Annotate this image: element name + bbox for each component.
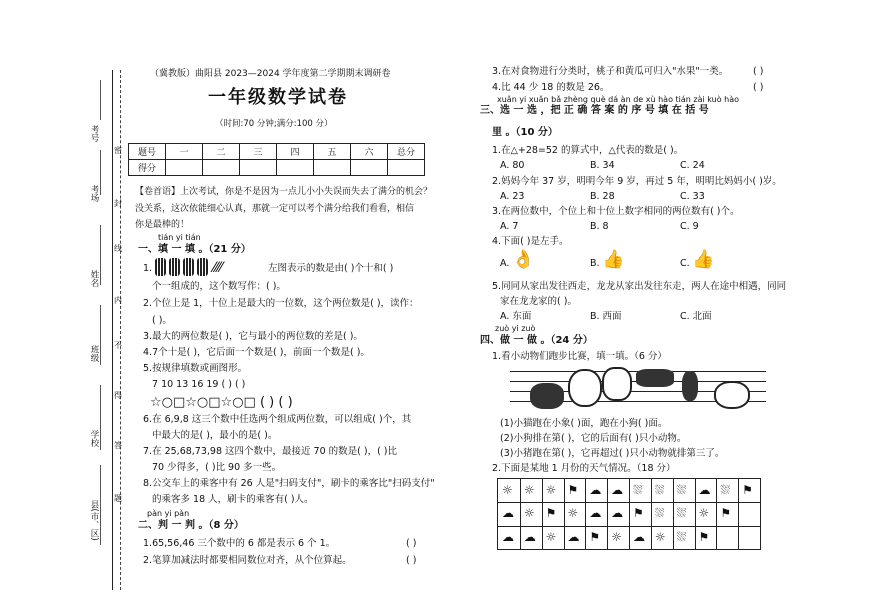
q1-text: 左图表示的数是由( )个十和( ): [268, 263, 394, 274]
seal-char: 密: [114, 146, 122, 155]
score-input-cell[interactable]: [351, 160, 388, 176]
weather-grid-col-line: [673, 479, 674, 549]
piglet-icon: [714, 381, 750, 409]
judge-q4-paren[interactable]: ( ): [753, 82, 764, 93]
weather-cloud-icon: ☁: [502, 506, 514, 521]
ten-bundle-icon: [197, 258, 208, 276]
weather-cloud-icon: ☁: [698, 483, 711, 497]
weather-flag-icon: ⚑: [698, 529, 710, 544]
weather-cloud-icon: ☁: [567, 529, 580, 544]
choice-q3-option-c[interactable]: C. 9: [680, 221, 699, 232]
weather-rain-icon: ⛆: [676, 529, 687, 544]
weather-cloud-icon: ☁: [611, 483, 624, 497]
score-input-cell[interactable]: [314, 160, 351, 176]
score-header-cell: 四: [277, 144, 314, 160]
judge-q2: 2.笔算加减法时都要相同数位对齐，从个位算起。: [143, 555, 352, 566]
score-input-cell[interactable]: [203, 160, 240, 176]
q7-text-2: 70 少得多，( )比 90 多一些。: [152, 462, 282, 473]
score-header-cell: 一: [166, 144, 203, 160]
choice-q2: 2.妈妈今年 37 岁，明明今年 9 岁，再过 5 年，明明比妈妈小( )岁。: [492, 176, 782, 187]
margin-label-exam-number: 考号: [89, 125, 99, 142]
weather-sun-icon: ☼: [523, 483, 535, 497]
seal-char: 答: [114, 441, 122, 450]
weather-sun-icon: ☼: [523, 506, 535, 521]
choice-q3-option-b[interactable]: B. 8: [590, 221, 609, 232]
choice-q4: 4.下面( )是左手。: [492, 236, 569, 247]
weather-grid-col-line: [695, 479, 696, 549]
weather-flag-icon: ⚑: [545, 506, 557, 521]
section3-pinyin: xuǎn yi xuǎn bǎ zhèng què dá àn de xù hào tián zài kuò hào: [497, 95, 740, 104]
judge-q4: 4.比 44 少 18 的数是 26。: [492, 82, 610, 93]
choice-q2-option-b[interactable]: B. 28: [590, 191, 615, 202]
section2-heading: 二、判 一 判 。（8 分）: [138, 520, 244, 531]
judge-q1: 1.65,56,46 三个数中的 6 都是表示 6 个 1。: [143, 538, 336, 549]
choice-q1-option-a[interactable]: A. 80: [500, 160, 525, 171]
choice-q1-option-b[interactable]: B. 34: [590, 160, 615, 171]
q7-text: 7.在 25,68,73,98 这四个数中，最接近 70 的数是( )，( )比: [143, 446, 398, 457]
margin-label-exam-room: 考场: [89, 185, 99, 202]
margin-label-county: 县(市、区): [89, 500, 99, 541]
fill-line: [100, 225, 101, 285]
fill-line: [100, 150, 101, 195]
do-q2: 2.下面是某地 1 月份的天气情况。（18 分）: [492, 463, 676, 474]
seal-char: 题: [114, 494, 122, 503]
weather-rain-icon: ⛆: [720, 483, 730, 497]
choice-q5-option-a[interactable]: A. 东面: [500, 311, 532, 322]
q5-text: 5.按规律填数或画图形。: [143, 363, 248, 374]
weather-rain-icon: ⛆: [654, 483, 665, 497]
weather-cloud-icon: ☁: [633, 529, 645, 544]
weather-grid-col-line: [738, 479, 739, 549]
weather-sun-icon: ☼: [698, 506, 710, 521]
score-header-cell: 题号: [129, 144, 166, 160]
judge-q2-paren[interactable]: ( ): [406, 555, 417, 566]
section3-heading-2: 里 。（10 分）: [492, 127, 558, 138]
weather-grid: [497, 478, 761, 550]
section1-heading: 一、填 一 填 。（21 分）: [138, 244, 251, 255]
fill-line: [100, 305, 101, 365]
score-header-cell: 二: [203, 144, 240, 160]
score-input-cell[interactable]: [277, 160, 314, 176]
score-header-cell: 六: [351, 144, 388, 160]
weather-rain-icon: ⛆: [676, 483, 687, 497]
preface-line: 【卷首语】上次考试，你是不是因为一点儿小小失误而失去了满分的机会？: [135, 187, 433, 197]
q1-number: 1.: [143, 263, 153, 274]
margin-label-school: 学校: [89, 430, 99, 447]
q2-text: 2.个位上是 1，十位上是最大的一位数，这个两位数是( )，读作：: [143, 298, 419, 309]
weather-rain-icon: ⛆: [654, 506, 665, 521]
fill-line: [100, 80, 101, 120]
section1-pinyin: tián yi tián: [158, 233, 201, 242]
choice-q5: 5.同同从家出发往西走，龙龙从家出发往东走，两人在途中相遇，同同: [492, 281, 787, 292]
score-input-cell[interactable]: [388, 160, 425, 176]
q8-text-2: 的乘客多 18 人，刷卡的乘客有( )人。: [152, 494, 314, 505]
exam-time-score: （时间:70 分钟;满分:100 分）: [215, 119, 333, 129]
choice-q3: 3.在两位数中，个位上和十位上数字相同的两位数有( )个。: [492, 206, 740, 217]
preface-line: 你是最棒的！: [135, 220, 190, 230]
q6-text: 6.在 6,9,8 这三个数中任选两个组成两位数，可以组成( )个，其: [143, 414, 412, 425]
margin-label-class: 班级: [89, 345, 99, 362]
weather-sun-icon: ☼: [502, 483, 513, 497]
exam-subtitle: （冀教版）曲阳县 2023—2024 学年度第二学期期末调研卷: [150, 69, 391, 79]
weather-flag-icon: ⚑: [567, 483, 579, 497]
cat-icon: [602, 367, 632, 401]
section4-heading: 四、做 一 做 。（24 分）: [480, 335, 593, 346]
pig-icon: [568, 369, 602, 407]
q6-text-2: 中最大的是( )，最小的是( )。: [152, 430, 278, 441]
seal-char: 封: [114, 199, 122, 208]
score-input-cell[interactable]: [166, 160, 203, 176]
fill-line: [100, 465, 101, 545]
hand-thumb-icon: 👍: [602, 249, 625, 270]
fill-line: [100, 385, 101, 450]
q5-shape-pattern: ☆○□☆○□☆○□ ( ) ( ): [150, 395, 293, 410]
weather-cloud-icon: ☁: [589, 483, 602, 497]
seal-char: 线: [114, 244, 122, 253]
choice-q5-2: 家在龙龙家的( )。: [500, 296, 577, 307]
binding-line-outer: [112, 70, 113, 590]
q3-text: 3.最大的两位数是( )，它与最小的两位数的差是( )。: [143, 331, 363, 342]
choice-q4-option-a[interactable]: A.: [500, 258, 510, 269]
preface-line: 没关系，这次依能细心认真，那就一定可以考个满分给我们看看，相信: [135, 204, 415, 214]
do-q1: 1.看小动物们跑步比赛，填一填。（6 分）: [492, 351, 667, 362]
choice-q4-option-c[interactable]: C.: [680, 258, 690, 269]
weather-grid-col-line: [585, 479, 586, 549]
choice-q2-option-c[interactable]: C. 33: [680, 191, 705, 202]
q2-text-2: ( )。: [152, 315, 172, 326]
weather-flag-icon: ⚑: [742, 483, 753, 497]
bundles-picture: [155, 258, 265, 278]
weather-grid-col-line: [716, 479, 717, 549]
section3-heading: 三、选 一 选 ，把 正 确 答 案 的 序 号 填 在 括 号: [480, 105, 709, 116]
weather-grid-col-line: [651, 479, 652, 549]
judge-q3: 3.在对食物进行分类时，桃子和黄瓜可归入"水果"一类。: [492, 66, 729, 77]
weather-cloud-icon: ☁: [502, 529, 514, 544]
single-sticks-icon: ⁄⁄⁄⁄: [213, 260, 223, 276]
weather-flag-icon: ⚑: [720, 506, 732, 521]
weather-cloud-icon: ☁: [589, 506, 602, 521]
choice-q3-option-a[interactable]: A. 7: [500, 221, 519, 232]
section2-pinyin: pàn yi pàn: [147, 509, 190, 518]
score-row-label: 得分: [129, 160, 166, 176]
rabbit-icon: [682, 371, 698, 401]
score-header-cell: 三: [240, 144, 277, 160]
exam-title: 一年级数学试卷: [208, 87, 348, 108]
choice-q1-option-c[interactable]: C. 24: [680, 160, 705, 171]
q5-sequence: 7 10 13 16 19 ( ) ( ): [152, 379, 246, 390]
judge-q1-paren[interactable]: ( ): [406, 538, 417, 549]
choice-q5-option-c[interactable]: C. 北面: [680, 311, 712, 322]
animal-race-picture: [510, 365, 766, 413]
weather-grid-col-line: [520, 479, 521, 549]
margin-label-name: 姓名: [89, 270, 99, 287]
ten-bundle-icon: [155, 258, 166, 276]
choice-q1: 1.在△+28=52 的算式中，△代表的数是( )。: [492, 145, 684, 156]
weather-sun-icon: ☼: [545, 529, 557, 544]
dog-icon: [636, 369, 674, 387]
score-header-cell: 五: [314, 144, 351, 160]
seal-char: 不: [114, 341, 122, 350]
do-q1-a: (1)小猫跑在小象( )面，跑在小狗( )面。: [500, 418, 668, 429]
seal-char: 内: [114, 296, 122, 305]
score-header-cell: 总分: [388, 144, 425, 160]
hand-thumb-left-icon: 👍: [692, 249, 715, 270]
weather-sun-icon: ☼: [611, 529, 622, 544]
ten-bundle-icon: [169, 258, 180, 276]
ten-bundle-icon: [183, 258, 194, 276]
choice-q2-option-a[interactable]: A. 23: [500, 191, 525, 202]
weather-cloud-icon: ☁: [611, 506, 624, 521]
weather-rain-icon: ⛆: [633, 483, 643, 497]
weather-grid-col-line: [629, 479, 630, 549]
score-input-cell[interactable]: [240, 160, 277, 176]
weather-grid-col-line: [564, 479, 565, 549]
do-q1-b: (2)小狗排在第( )，它的后面有( )只小动物。: [500, 433, 687, 444]
elephant-icon: [530, 383, 564, 409]
weather-grid-col-line: [542, 479, 543, 549]
weather-rain-icon: ⛆: [676, 506, 687, 521]
score-table: [128, 143, 425, 176]
choice-q5-option-b[interactable]: B. 西面: [590, 311, 622, 322]
weather-grid-col-line: [607, 479, 608, 549]
choice-q4-option-b[interactable]: B.: [590, 258, 600, 269]
judge-q3-paren[interactable]: ( ): [753, 66, 764, 77]
weather-flag-icon: ⚑: [589, 529, 601, 544]
hand-ok-icon: 👌: [512, 249, 535, 270]
seal-char: 得: [114, 391, 122, 400]
q8-text: 8.公交车上的乘客中有 26 人是"扫码支付"，刷卡的乘客比"扫码支付": [143, 478, 435, 489]
weather-sun-icon: ☼: [567, 506, 579, 521]
q4-text: 4.7个十是( )，它后面一个数是( )，前面一个数是( )。: [143, 347, 370, 358]
weather-cloud-icon: ☁: [523, 529, 536, 544]
section4-pinyin: zuò yi zuò: [495, 324, 536, 333]
q1-text-2: 个一组成的，这个数写作：( )。: [152, 281, 286, 292]
weather-sun-icon: ☼: [654, 529, 666, 544]
weather-sun-icon: ☼: [545, 483, 557, 497]
weather-flag-icon: ⚑: [633, 506, 644, 521]
do-q1-c: (3)小猪跑在第( )，它再超过( )只小动物就排第三了。: [500, 448, 725, 459]
